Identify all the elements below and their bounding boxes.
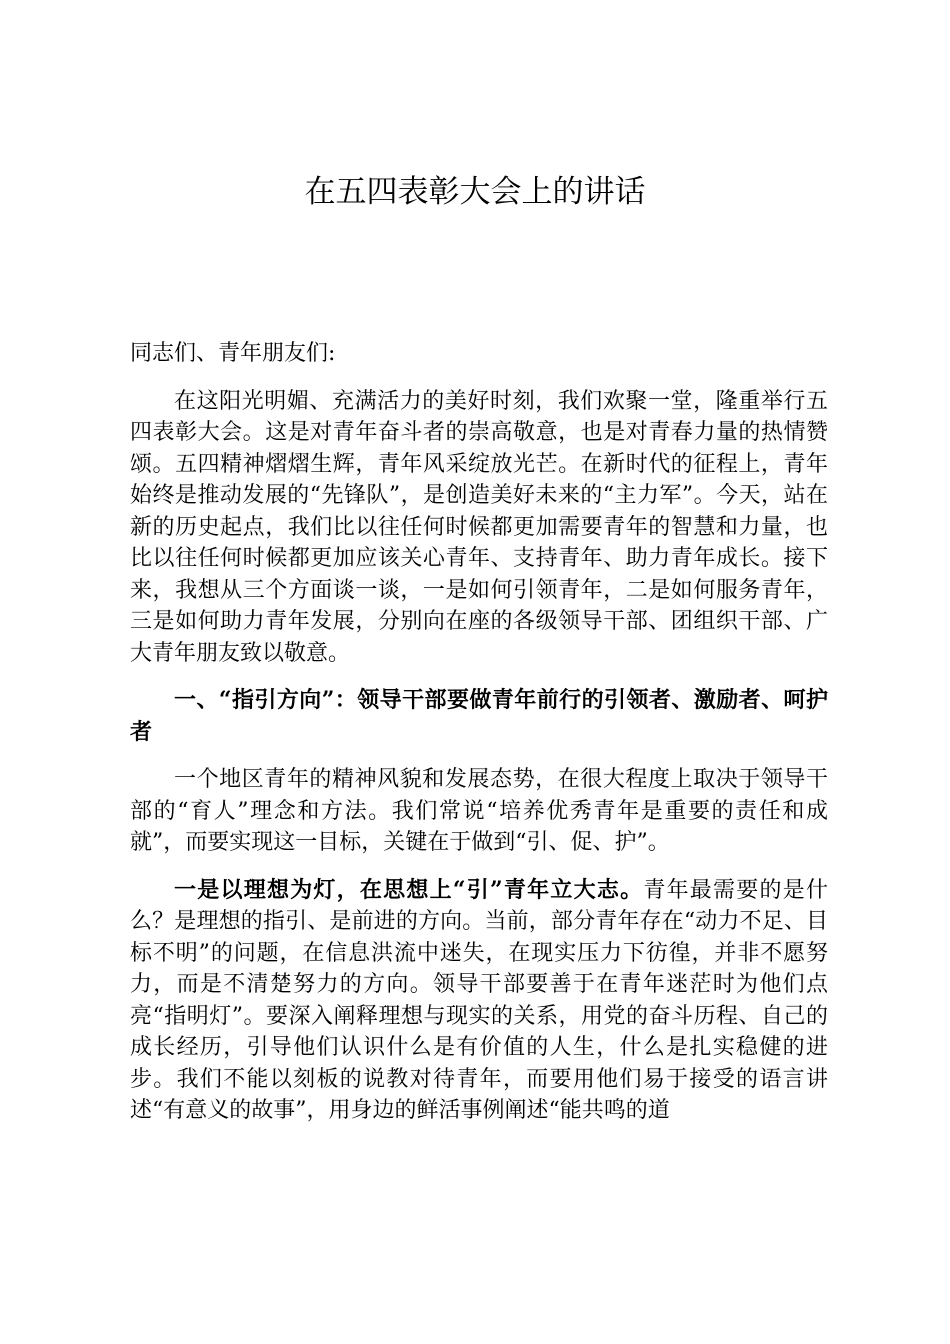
- point-1-text: 青年最需要的是什么？是理想的指引、是前进的方向。当前，部分青年存在“动力不足、目标不明”的问题，在信息洪流中迷失，在现实压力下彷徨，并非不愿努力，而是不清楚努力的方向。领导干部要善于在青年迷茫时为他们点亮“指明灯”。要深入阐释理想与现实的关系，用党的奋斗历程、自己的成长经历，引导他们认识什么是有价值的人生，什么是扎实稳健的进步。我们不能以刻板的说教对待青年，而要用他们易于接受的语言讲述“有意义的故事”，用身边的鲜活事例阐述“能共鸣的道: [130, 877, 828, 1123]
- point-1-lead: 一是以理想为灯，在思想上“引”青年立大志。: [174, 876, 644, 903]
- section-1-heading: 一、“指引方向”：领导干部要做青年前行的引领者、激励者、呵护者: [130, 687, 828, 745]
- section-1-paragraph: 一个地区青年的精神风貌和发展态势，在很大程度上取决于领导干部的“育人”理念和方法。我们常说“培养优秀青年是重要的责任和成就”，而要实现这一目标，关键在于做到“引、促、护”。: [130, 767, 828, 855]
- intro-paragraph: 在这阳光明媚、充满活力的美好时刻，我们欢聚一堂，隆重举行五四表彰大会。这是对青年奋斗者的崇高敬意，也是对青春力量的热情赞颂。五四精神熠熠生辉，青年风采绽放光芒。在新时代的征程上，青年始终是推动发展的“先锋队”，是创造美好未来的“主力军”。今天，站在新的历史起点，我们比以往任何时候都更加需要青年的智慧和力量，也比以往任何时候都更加应该关心青年、支持青年、助力青年成长。接下来，我想从三个方面谈一谈，一是如何引领青年，二是如何服务青年，三是如何助力青年发展，分别向在座的各级领导干部、团组织干部、广大青年朋友致以敬意。: [130, 388, 828, 666]
- document-body: [130, 338, 828, 1127]
- point-1-paragraph: [130, 875, 828, 1127]
- greeting: 同志们、青年朋友们:: [130, 341, 336, 366]
- document-title: 在五四表彰大会上的讲话: [304, 174, 646, 210]
